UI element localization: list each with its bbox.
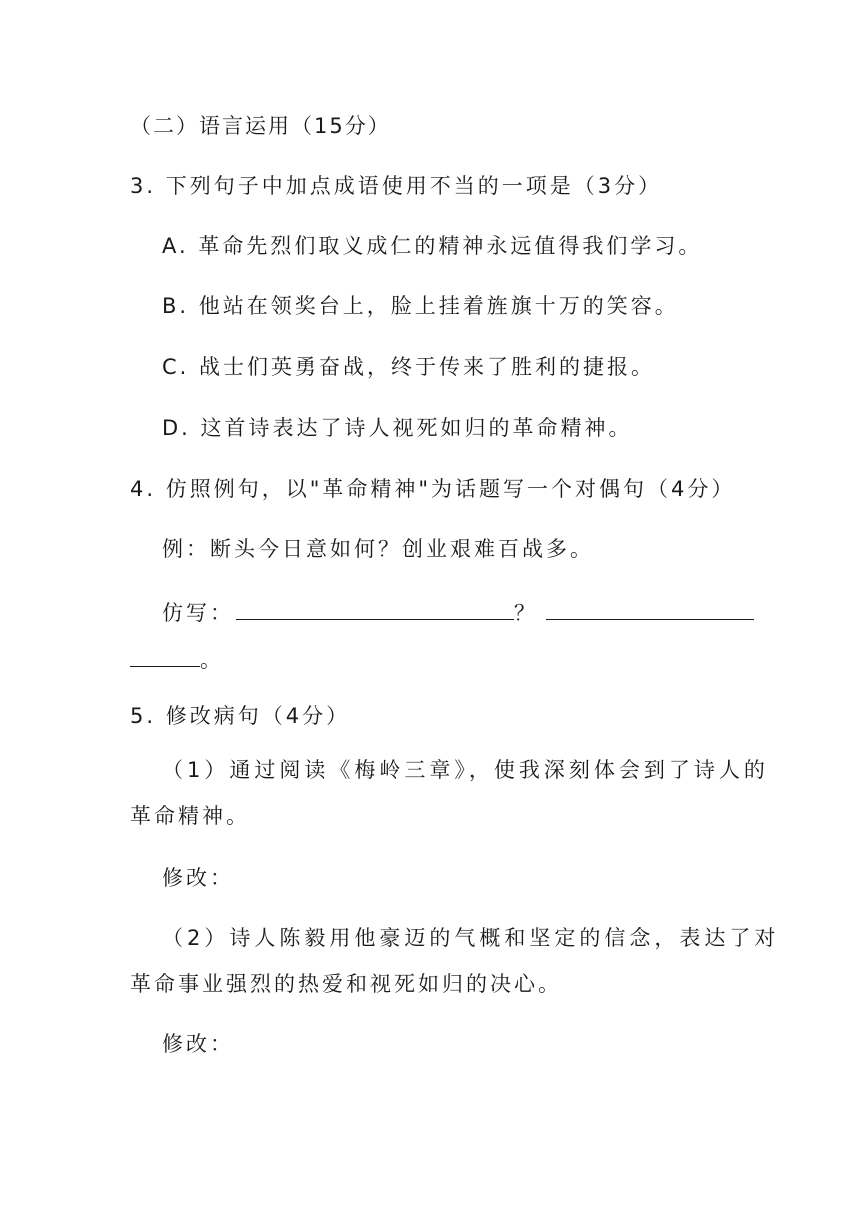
question-3-option-b: B. 他站在领奖台上，脸上挂着旌旗十万的笑容。 — [162, 294, 679, 318]
section-title: （二）语言运用（15分） — [130, 114, 391, 138]
question-4-imitate-line — [162, 597, 754, 626]
question-3-option-d: D. 这首诗表达了诗人视死如归的革命精神。 — [162, 416, 633, 440]
question-4-example: 例：断头今日意如何？创业艰难百战多。 — [162, 537, 594, 561]
sentence-1-line-2: 革命精神。 — [130, 804, 250, 828]
question-3-option-c: C. 战士们英勇奋战，终于传来了胜利的捷报。 — [162, 355, 656, 379]
question-3-option-a: A. 革命先烈们取义成仁的精神永远值得我们学习。 — [162, 234, 703, 258]
answer-blank-2[interactable] — [546, 597, 754, 620]
question-4-stem: 4. 仿照例句，以"革命精神"为话题写一个对偶句（4分） — [130, 477, 736, 501]
end-mark: 。 — [200, 648, 224, 672]
answer-blank-1[interactable] — [236, 597, 514, 620]
question-4-continuation — [130, 644, 224, 673]
question-5-stem: 5. 修改病句（4分） — [130, 704, 351, 728]
question-3-stem: 3. 下列句子中加点成语使用不当的一项是（3分） — [130, 174, 663, 198]
sentence-2-line-1: （2）诗人陈毅用他豪迈的气概和坚定的信念，表达了对 — [162, 926, 780, 950]
imitate-label: 仿写： — [162, 601, 234, 625]
sentence-2-fix-label: 修改： — [162, 1032, 234, 1056]
question-mark: ？ — [514, 601, 538, 625]
sentence-2-line-2: 革命事业强烈的热爱和视死如归的决心。 — [130, 972, 562, 996]
answer-blank-3[interactable] — [130, 644, 200, 667]
sentence-1-fix-label: 修改： — [162, 866, 234, 890]
sentence-1-line-1: （1）通过阅读《梅岭三章》，使我深刻体会到了诗人的 — [162, 758, 769, 782]
